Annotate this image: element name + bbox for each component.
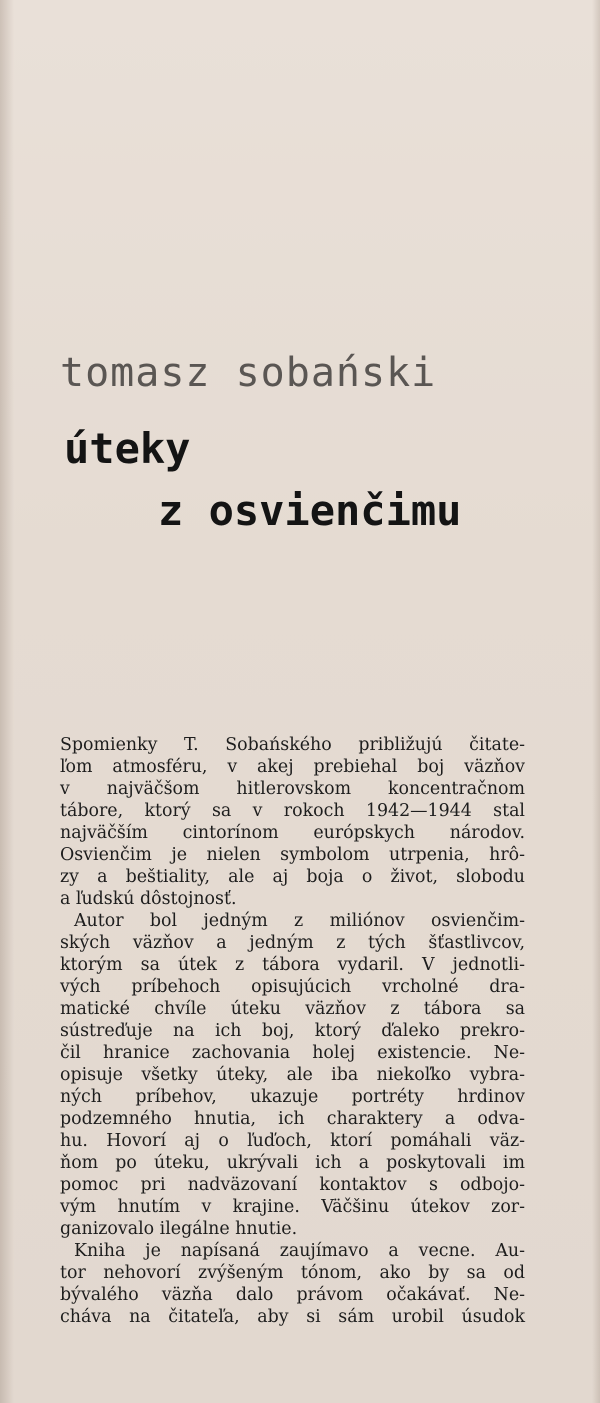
blurb-line: tor nehovorí zvýšeným tónom, ako by sa od: [60, 1263, 525, 1283]
blurb-line: zy a beštiality, ale aj boja o život, slobodu: [60, 867, 525, 887]
author-name: tomasz sobański: [60, 350, 437, 396]
blurb-line: bývalého väzňa dalo právom očakávať. Ne-: [60, 1285, 525, 1305]
blurb-line: cháva na čitateľa, aby si sám urobil úsudok: [60, 1307, 525, 1327]
blurb-line: Osvienčim je nielen symbolom utrpenia, hrô-: [60, 845, 525, 865]
blurb-line: ľom atmosféru, v akej prebiehal boj väzňov: [60, 757, 525, 777]
blurb-line: opisuje všetky úteky, ale iba niekoľko vybra-: [60, 1065, 525, 1085]
blurb-line: sústreďuje na ich boj, ktorý ďaleko prekro-: [60, 1021, 525, 1041]
blurb-line: ňom po úteku, ukrývali ich a poskytovali im: [60, 1153, 525, 1173]
blurb-line: ktorým sa útek z tábora vydaril. V jednotli-: [60, 955, 525, 975]
blurb-text: [60, 734, 525, 1328]
blurb-line: pomoc pri nadväzovaní kontaktov s odbojo-: [60, 1175, 525, 1195]
right-edge-shadow: [592, 0, 600, 1403]
blurb-line: v najväčšom hitlerovskom koncentračnom: [60, 779, 525, 799]
blurb-line: čil hranice zachovania holej existencie. Ne-: [60, 1043, 525, 1063]
blurb-line: Spomienky T. Sobańského približujú čitate-: [60, 735, 525, 755]
blurb-line: ganizovalo ilegálne hnutie.: [60, 1219, 298, 1239]
blurb-line: a ľudskú dôstojnosť.: [60, 889, 237, 909]
blurb-line: tábore, ktorý sa v rokoch 1942—1944 stal: [60, 801, 525, 821]
blurb-line: ných príbehov, ukazuje portréty hrdinov: [60, 1087, 525, 1107]
blurb-line: najväčším cintorínom európskych národov.: [60, 823, 525, 843]
title-line-2: z osvienčimu: [158, 486, 462, 535]
title-line-1: úteky: [64, 424, 191, 473]
blurb-line: podzemného hnutia, ich charaktery a odva-: [60, 1109, 525, 1129]
left-edge-shadow: [0, 0, 14, 1403]
blurb-line: vým hnutím v krajine. Väčšinu útekov zor-: [60, 1197, 525, 1217]
blurb-line: Autor bol jedným z miliónov osvienčim-: [74, 911, 525, 931]
blurb-line: matické chvíle úteku väzňov z tábora sa: [60, 999, 525, 1019]
blurb-line: vých príbehoch opisujúcich vrcholné dra-: [60, 977, 525, 997]
blurb-line: hu. Hovorí aj o ľuďoch, ktorí pomáhali väz-: [60, 1131, 525, 1151]
blurb-line: Kniha je napísaná zaujímavo a vecne. Au-: [74, 1241, 525, 1261]
blurb-line: ských väzňov a jedným z tých šťastlivcov,: [60, 933, 525, 953]
